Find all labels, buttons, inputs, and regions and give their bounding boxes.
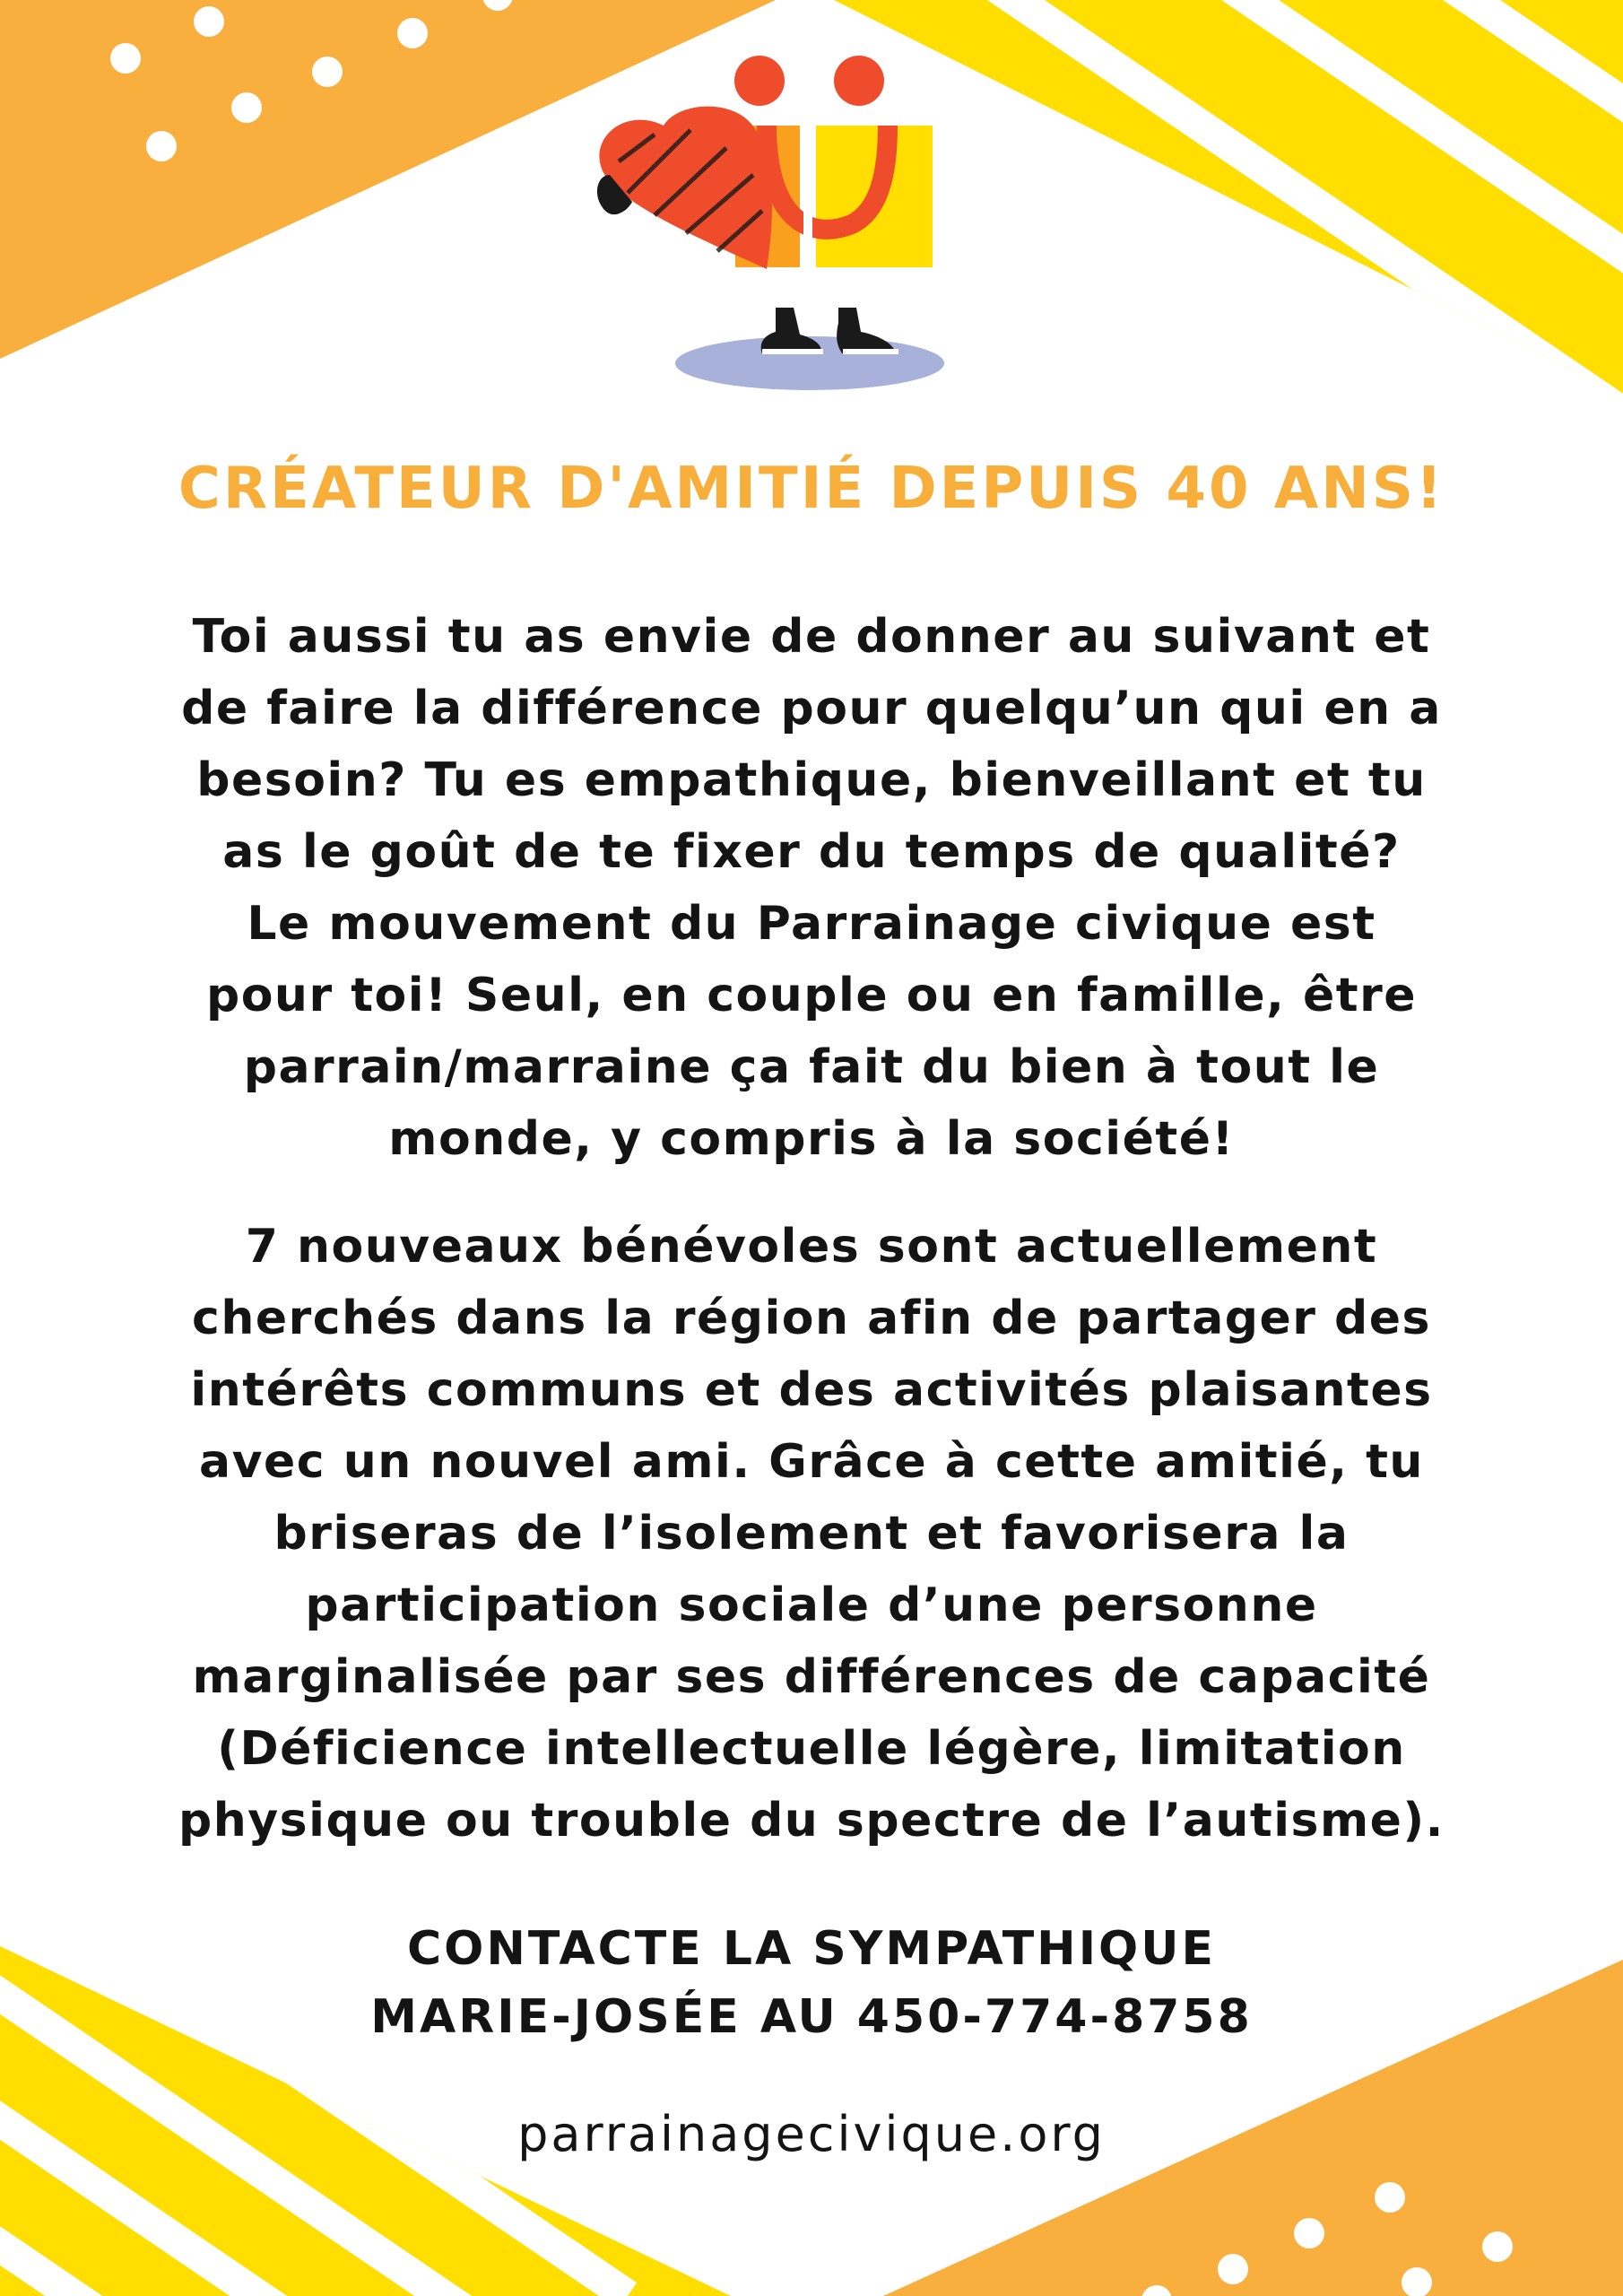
contact-phone-line: MARIE-JOSÉE AU 450-774-8758 — [370, 1990, 1253, 2044]
text-line: monde, y compris à la société! — [388, 1112, 1235, 1166]
text-line: participation sociale d’une personne — [305, 1578, 1318, 1632]
text-line: as le goût de te fixer du temps de qualité? — [222, 825, 1401, 879]
text-line: Toi aussi tu as envie de donner au suivant et — [192, 610, 1431, 664]
contact-line: CONTACTE LA SYMPATHIQUE — [407, 1922, 1216, 1976]
text-line: (Déficience intellectuelle légère, limitation — [217, 1722, 1406, 1776]
text-line: parrain/marraine ça fait du bien à tout le — [243, 1040, 1380, 1094]
website-link[interactable]: parrainagecivique.org — [517, 2106, 1106, 2162]
text-line: pour toi! Seul, en couple ou en famille, être — [205, 969, 1417, 1022]
text-line: Le mouvement du Parrainage civique est — [247, 897, 1376, 951]
headline: CRÉATEUR D'AMITIÉ DEPUIS 40 ANS! — [178, 456, 1445, 522]
text-line: intérêts communs et des activités plaisantes — [190, 1363, 1433, 1417]
text-line: briseras de l’isolement et favorisera la — [273, 1507, 1350, 1561]
text-line: cherchés dans la région afin de partager des — [192, 1292, 1431, 1345]
text-line: de faire la différence pour quelqu’un qui en a — [181, 682, 1442, 735]
contact-block — [81, 1915, 1542, 2051]
intro-paragraph — [81, 601, 1542, 1175]
text-line: marginalisée par ses différences de capacité — [192, 1650, 1431, 1704]
text-line: besoin? Tu es empathique, bienveillant et tu — [196, 753, 1427, 807]
text-line: 7 nouveaux bénévoles sont actuellement — [245, 1220, 1378, 1274]
volunteers-paragraph — [81, 1211, 1542, 1857]
text-line: avec un nouvel ami. Grâce à cette amitié, tu — [199, 1435, 1424, 1489]
text-line: physique ou trouble du spectre de l’autisme). — [178, 1794, 1445, 1848]
